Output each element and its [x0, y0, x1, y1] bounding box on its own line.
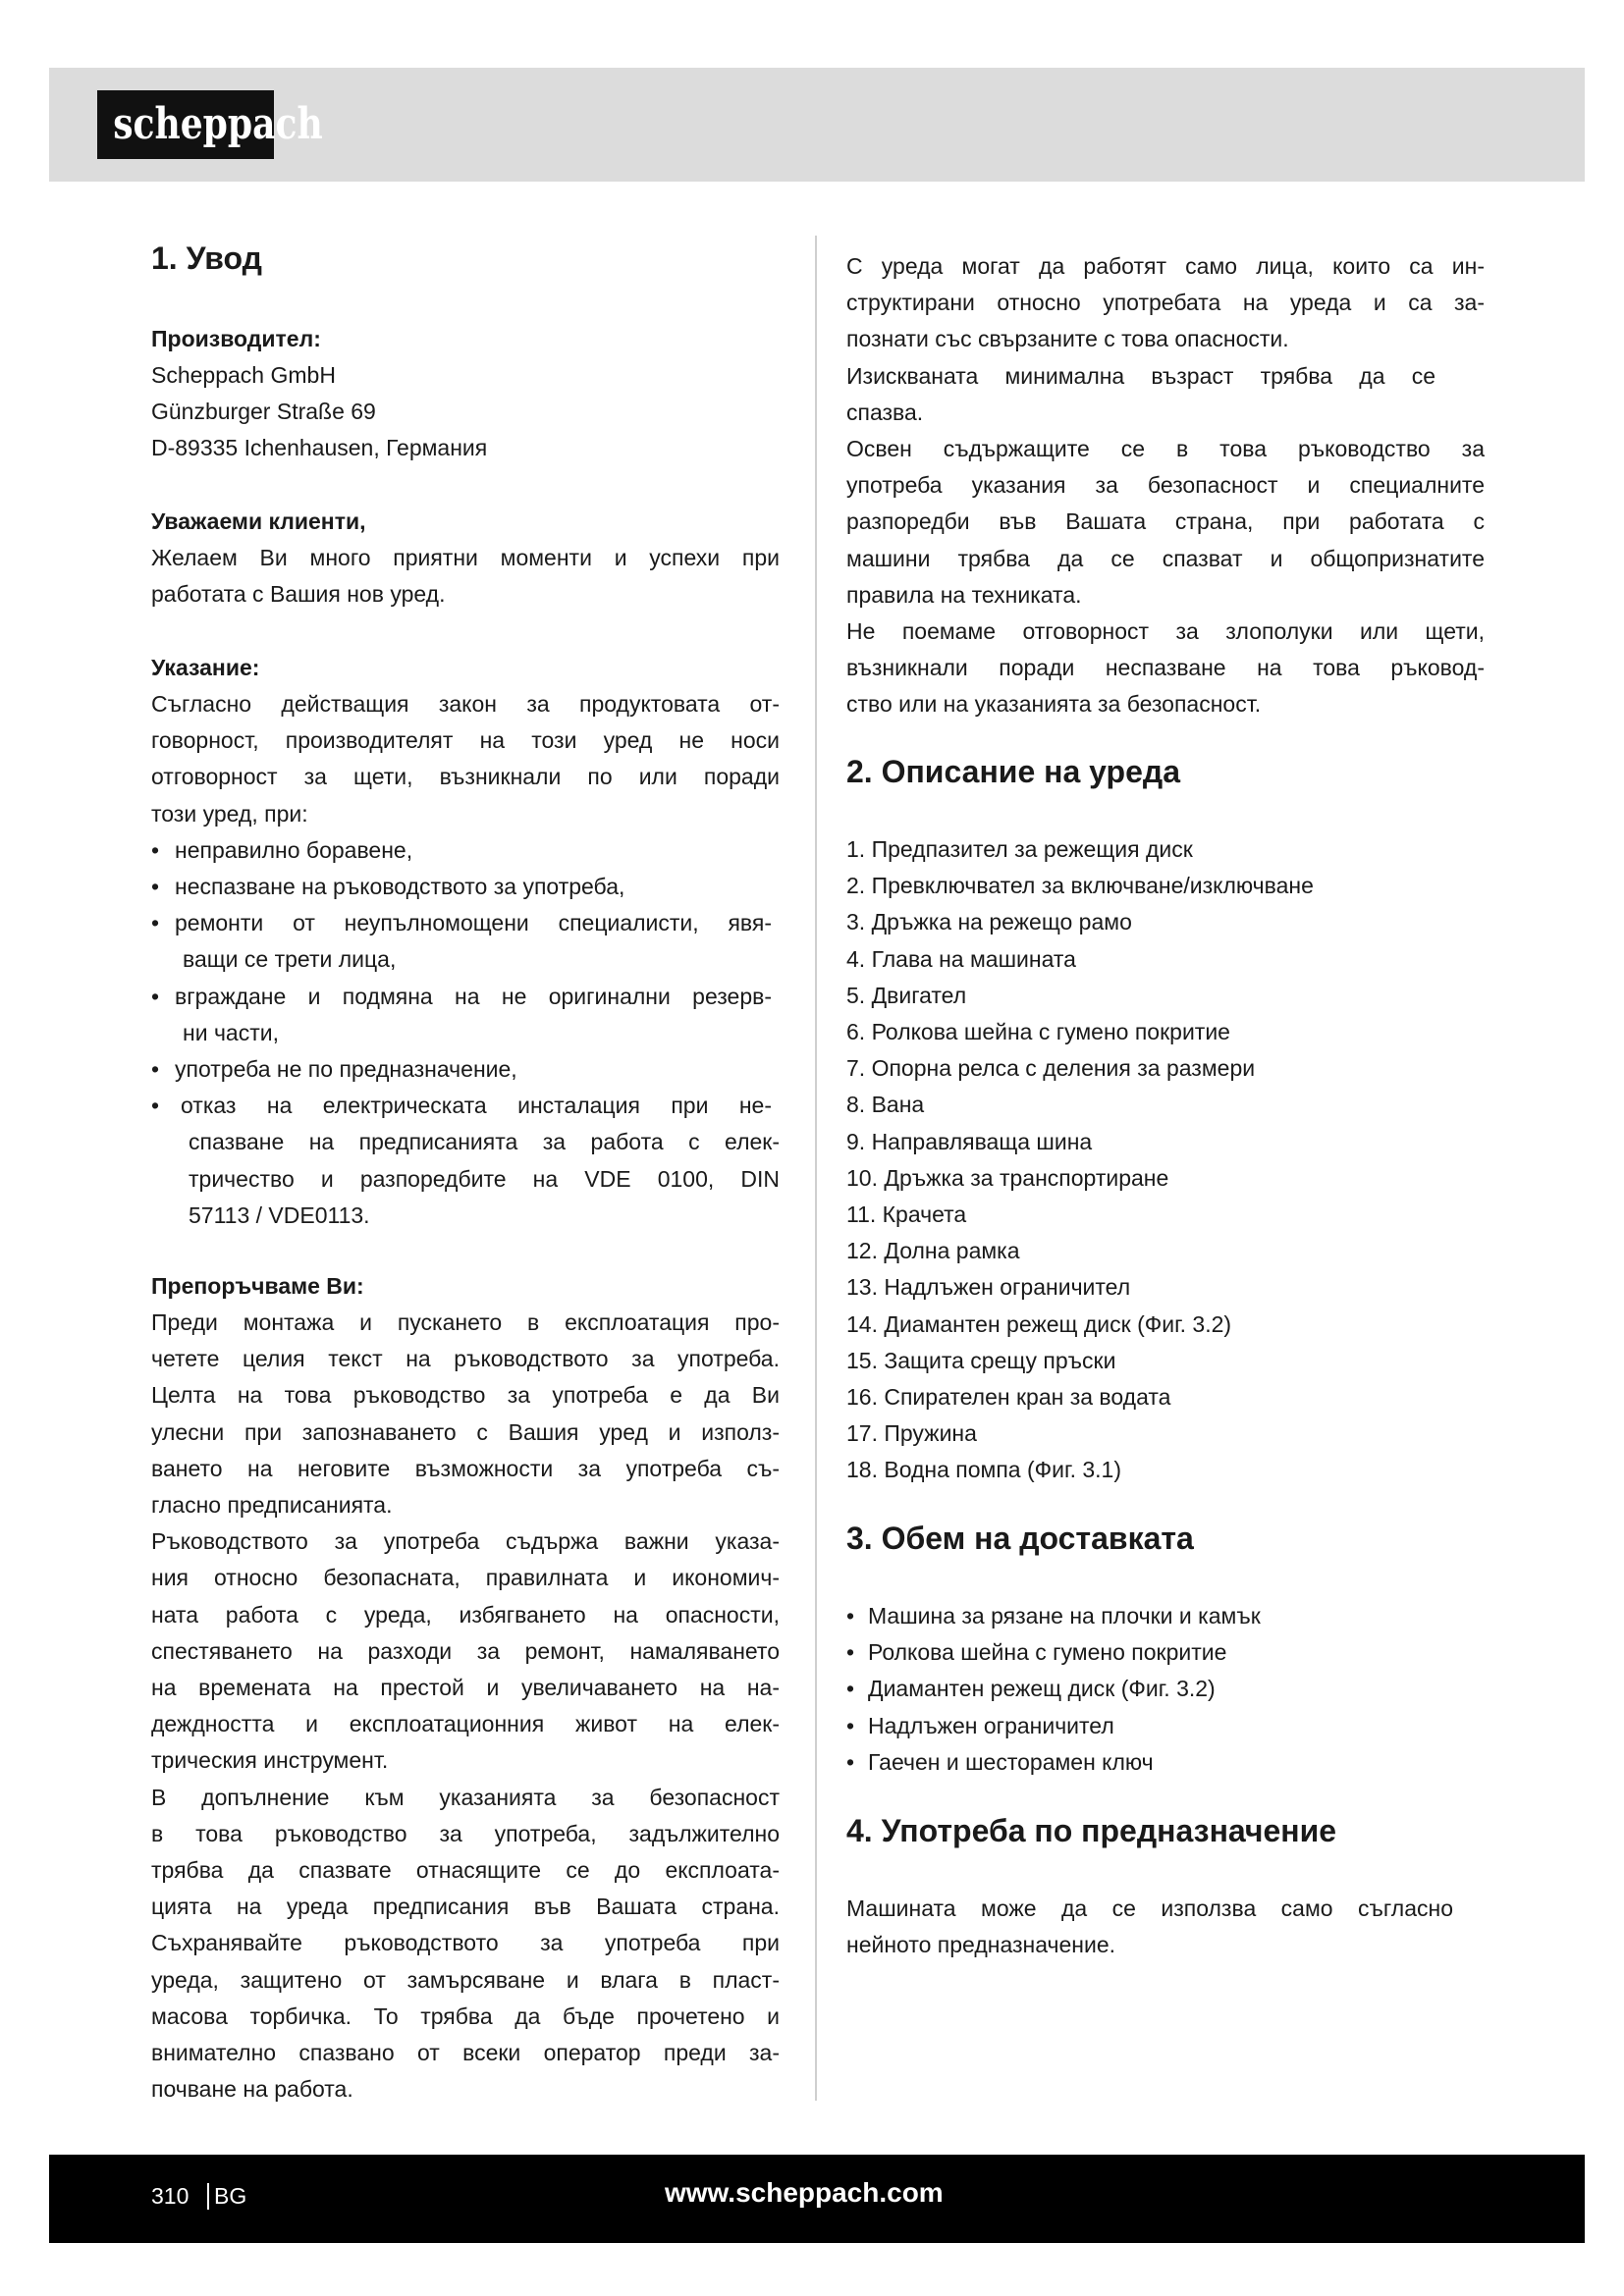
- recommend-line: В допълнение към указанията за безопасност: [151, 1784, 780, 1810]
- intro-line: С уреда могат да работят само лица, които са ин-: [846, 253, 1485, 279]
- bullet-dot: •: [846, 1712, 855, 1738]
- recommend-line: Преди монтажа и пускането в експлоатация про-: [151, 1309, 780, 1335]
- recommend-line: деждността и експлоатационния живот на елек-: [151, 1711, 780, 1737]
- website-link[interactable]: www.scheppach.com: [665, 2177, 944, 2208]
- parts-list-item: 4. Глава на машината: [846, 945, 1076, 972]
- page-number: 310: [151, 2183, 189, 2209]
- bullet-dot: •: [151, 1056, 160, 1082]
- recommend-heading: Препоръчваме Ви:: [151, 1273, 364, 1299]
- note-bullet-line: неправилно боравене,: [175, 836, 413, 863]
- note-line: този уред, при:: [151, 800, 308, 827]
- note-bullet-line: употреба не по предназначение,: [175, 1056, 517, 1082]
- delivery-item: Машина за рязане на плочки и камък: [868, 1603, 1261, 1629]
- intro-line: Освен съдържащите се в това ръководство за: [846, 436, 1485, 461]
- note-line: говорност, производителят на този уред не носи: [151, 727, 780, 754]
- page-separator: [207, 2183, 209, 2210]
- parts-list-item: 6. Ролкова шейна с гумено покритие: [846, 1019, 1230, 1044]
- note-bullet-line: ващи се трети лица,: [183, 946, 397, 973]
- parts-list-item: 18. Водна помпа (Фиг. 3.1): [846, 1457, 1121, 1483]
- bullet-dot: •: [151, 874, 160, 899]
- recommend-line: цията на уреда предписания във Вашата страна.: [151, 1894, 780, 1920]
- bullet-dot: •: [846, 1603, 855, 1629]
- bullet-dot: •: [151, 983, 160, 1009]
- dear-customers-heading: Уважаеми клиенти,: [151, 508, 366, 534]
- parts-list-item: 2. Превключвател за включване/изключване: [846, 873, 1314, 899]
- parts-list-item: 15. Защита срещу пръски: [846, 1347, 1116, 1373]
- recommend-line: Целта на това ръководство за употреба е да Ви: [151, 1382, 780, 1409]
- parts-list-item: 14. Диамантен режещ диск (Фиг. 3.2): [846, 1310, 1232, 1337]
- parts-list-item: 10. Дръжка за транспортиране: [846, 1164, 1169, 1191]
- column-divider: [815, 236, 817, 2101]
- recommend-line: трическия инструмент.: [151, 1747, 389, 1774]
- delivery-item: Ролкова шейна с гумено покритие: [868, 1639, 1227, 1666]
- usage-line: Машината може да се използва само съгласно: [846, 1896, 1453, 1921]
- intro-line: познати със свързаните с това опасности.: [846, 326, 1289, 352]
- manufacturer-line: Günzburger Straße 69: [151, 399, 376, 425]
- recommend-line: внимателно спазвано от всеки оператор преди за-: [151, 2040, 780, 2065]
- recommend-line: улесни при запознаването с Вашия уред и използ-: [151, 1418, 780, 1445]
- note-bullet-line: отказ на електрическата инсталация при не-: [181, 1093, 772, 1119]
- note-line: Съгласно действащия закон за продуктовата от-: [151, 691, 780, 717]
- intro-line: Не поемаме отговорност за злополуки или щети,: [846, 618, 1485, 644]
- recommend-line: гласно предписанията.: [151, 1492, 393, 1518]
- section-2-title: 2. Описание на уреда: [846, 754, 1180, 789]
- intro-line: спазва.: [846, 399, 924, 425]
- bullet-dot: •: [846, 1676, 855, 1702]
- intro-line: употреба указания за безопасност и специалните: [846, 472, 1485, 499]
- recommend-line: уреда, защитено от замърсяване и влага в пласт-: [151, 1966, 780, 1993]
- intro-line: структирани относно употребата на уреда и са за-: [846, 290, 1485, 316]
- dear-customers-line: Желаем Ви много приятни моменти и успехи при: [151, 545, 780, 570]
- delivery-item: Диамантен режещ диск (Фиг. 3.2): [868, 1676, 1216, 1702]
- recommend-line: ния относно безопасната, правилната и икономич-: [151, 1565, 780, 1591]
- bullet-dot: •: [151, 910, 160, 936]
- note-bullet-line: ни части,: [183, 1019, 279, 1045]
- intro-line: разпоредби във Вашата страна, при работата с: [846, 508, 1485, 535]
- manufacturer-heading: Производител:: [151, 326, 321, 351]
- manufacturer-line: D-89335 Ichenhausen, Германия: [151, 435, 488, 461]
- recommend-line: Съхранявайте ръководството за употреба при: [151, 1930, 780, 1956]
- parts-list-item: 3. Дръжка на режещо рамо: [846, 909, 1132, 935]
- note-heading: Указание:: [151, 655, 260, 680]
- parts-list-item: 9. Направляваща шина: [846, 1128, 1093, 1154]
- bullet-dot: •: [151, 1093, 160, 1119]
- note-bullet-line: ремонти от неупълномощени специалисти, явя-: [175, 910, 772, 936]
- intro-line: Изискваната минимална възраст трябва да се: [846, 362, 1435, 389]
- recommend-line: Ръководството за употреба съдържа важни указа-: [151, 1528, 780, 1555]
- parts-list-item: 17. Пружина: [846, 1420, 977, 1447]
- page-language: BG: [214, 2183, 247, 2209]
- recommend-line: спестяването на разходи за ремонт, намаляването: [151, 1637, 780, 1664]
- parts-list-item: 16. Спирателен кран за водата: [846, 1384, 1171, 1410]
- note-bullet-line: неспазване на ръководството за употреба,: [175, 874, 625, 899]
- section-3-title: 3. Обем на доставката: [846, 1521, 1194, 1556]
- intro-line: машини трябва да се спазват и общопризнатите: [846, 545, 1485, 571]
- parts-list-item: 11. Крачета: [846, 1201, 967, 1227]
- section-1-title: 1. Увод: [151, 240, 262, 276]
- manufacturer-line: Scheppach GmbH: [151, 362, 336, 388]
- bullet-dot: •: [151, 836, 160, 863]
- usage-line: нейното предназначение.: [846, 1932, 1116, 1958]
- bullet-dot: •: [846, 1748, 855, 1775]
- note-bullet-line: вграждане и подмяна на не оригинални резерв-: [175, 983, 772, 1009]
- parts-list-item: 7. Опорна релса с деления за размери: [846, 1055, 1256, 1082]
- intro-line: ство или на указанията за безопасност.: [846, 691, 1262, 718]
- recommend-line: ването на неговите възможности за употреба съ-: [151, 1455, 780, 1481]
- parts-list-item: 12. Долна рамка: [846, 1238, 1020, 1264]
- parts-list-item: 8. Вана: [846, 1092, 925, 1118]
- section-4-title: 4. Употреба по предназначение: [846, 1813, 1337, 1848]
- recommend-line: ната работа с уреда, избягването на опасности,: [151, 1601, 780, 1628]
- delivery-item: Гаечен и шесторамен ключ: [868, 1748, 1154, 1775]
- recommend-line: на времената на престой и увеличаването на на-: [151, 1675, 780, 1700]
- brand-logo: [97, 90, 323, 159]
- bullet-dot: •: [846, 1639, 855, 1666]
- recommend-line: в това ръководство за употреба, задължително: [151, 1820, 780, 1846]
- dear-customers-line: работата с Вашия нов уред.: [151, 581, 446, 608]
- recommend-line: масова торбичка. То трябва да бъде прочетено и: [151, 2002, 780, 2029]
- note-bullet-line: тричество и разпоредбите на VDE 0100, DIN: [189, 1165, 780, 1192]
- recommend-line: трябва да спазвате отнасящите се до експлоата-: [151, 1857, 780, 1883]
- logo-text: scheppach: [113, 99, 323, 149]
- intro-line: възникнали поради неспазване на това ръковод-: [846, 655, 1485, 681]
- note-bullet-line: 57113 / VDE0113.: [189, 1201, 370, 1228]
- parts-list-item: 5. Двигател: [846, 982, 967, 1008]
- recommend-line: четете целия текст на ръководството за употреба.: [151, 1346, 780, 1372]
- recommend-line: почване на работа.: [151, 2076, 353, 2103]
- intro-line: правила на техниката.: [846, 581, 1082, 608]
- note-bullet-line: спазване на предписанията за работа с елек-: [189, 1129, 780, 1155]
- parts-list-item: 1. Предпазител за режещия диск: [846, 836, 1193, 862]
- parts-list-item: 13. Надлъжен ограничител: [846, 1274, 1131, 1301]
- delivery-item: Надлъжен ограничител: [868, 1712, 1114, 1738]
- note-line: отговорност за щети, възникнали по или поради: [151, 764, 780, 790]
